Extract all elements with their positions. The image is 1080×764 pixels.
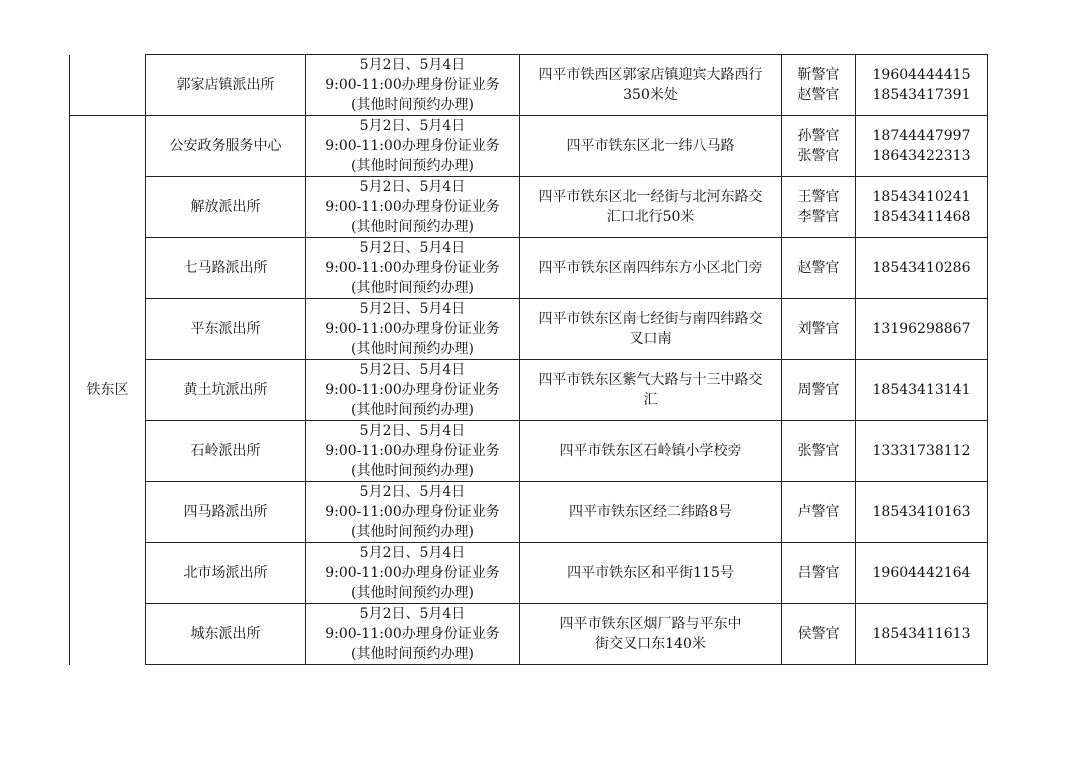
service-hours bbox=[306, 55, 520, 116]
phone-number: 19604442164 bbox=[872, 565, 971, 581]
service-date: 5月2日、5月4日 bbox=[359, 545, 466, 561]
address-line: 四平市铁东区紫气大路与十三中路交 bbox=[538, 372, 763, 388]
service-note: (其他时间预约办理) bbox=[351, 219, 474, 235]
service-hours bbox=[306, 421, 520, 482]
phone-numbers bbox=[856, 482, 988, 543]
officer-name: 张警官 bbox=[797, 148, 840, 164]
service-time: 9:00-11:00办理身份证业务 bbox=[325, 443, 500, 459]
service-note: (其他时间预约办理) bbox=[351, 280, 474, 296]
officer-name: 吕警官 bbox=[797, 565, 840, 581]
officer-names bbox=[782, 543, 856, 604]
phone-number: 13331738112 bbox=[872, 443, 971, 459]
service-date: 5月2日、5月4日 bbox=[359, 179, 466, 195]
service-time: 9:00-11:00办理身份证业务 bbox=[325, 260, 500, 276]
service-hours bbox=[306, 238, 520, 299]
address-line: 街交叉口东140米 bbox=[595, 636, 706, 652]
table-row bbox=[70, 360, 988, 421]
service-date: 5月2日、5月4日 bbox=[359, 423, 466, 439]
service-hours bbox=[306, 482, 520, 543]
service-date: 5月2日、5月4日 bbox=[359, 606, 466, 622]
service-note: (其他时间预约办理) bbox=[351, 97, 474, 113]
phone-numbers bbox=[856, 238, 988, 299]
officer-names bbox=[782, 360, 856, 421]
phone-number: 18543413141 bbox=[872, 382, 971, 398]
service-hours bbox=[306, 116, 520, 177]
officer-names bbox=[782, 421, 856, 482]
address-line: 四平市铁东区和平街115号 bbox=[567, 565, 734, 581]
service-time: 9:00-11:00办理身份证业务 bbox=[325, 382, 500, 398]
officer-name: 李警官 bbox=[797, 209, 840, 225]
address-line: 四平市铁东区南四纬东方小区北门旁 bbox=[538, 260, 763, 276]
service-time: 9:00-11:00办理身份证业务 bbox=[325, 504, 500, 520]
phone-numbers bbox=[856, 421, 988, 482]
station-address bbox=[520, 604, 782, 665]
service-note: (其他时间预约办理) bbox=[351, 463, 474, 479]
phone-number: 18543411468 bbox=[872, 209, 971, 225]
service-time: 9:00-11:00办理身份证业务 bbox=[325, 77, 500, 93]
phone-numbers bbox=[856, 360, 988, 421]
phone-number: 19604444415 bbox=[872, 67, 971, 83]
service-hours bbox=[306, 543, 520, 604]
phone-number: 13196298867 bbox=[872, 321, 971, 337]
address-line: 四平市铁东区南七经街与南四纬路交 bbox=[538, 311, 763, 327]
table-row bbox=[70, 116, 988, 177]
service-hours bbox=[306, 604, 520, 665]
station-address bbox=[520, 299, 782, 360]
table-row bbox=[70, 177, 988, 238]
address-line: 四平市铁东区石岭镇小学校旁 bbox=[559, 443, 742, 459]
station-name: 北市场派出所 bbox=[146, 543, 306, 604]
service-note: (其他时间预约办理) bbox=[351, 341, 474, 357]
officer-name: 卢警官 bbox=[797, 504, 840, 520]
address-line: 汇口北行50米 bbox=[606, 209, 695, 225]
station-address bbox=[520, 55, 782, 116]
station-address bbox=[520, 421, 782, 482]
address-line: 350米处 bbox=[623, 87, 678, 103]
service-date: 5月2日、5月4日 bbox=[359, 301, 466, 317]
service-time: 9:00-11:00办理身份证业务 bbox=[325, 321, 500, 337]
table-row bbox=[70, 482, 988, 543]
service-hours bbox=[306, 299, 520, 360]
officer-name: 赵警官 bbox=[797, 87, 840, 103]
station-address bbox=[520, 543, 782, 604]
phone-number: 18543411613 bbox=[872, 626, 971, 642]
officer-name: 孙警官 bbox=[797, 128, 840, 144]
officer-name: 赵警官 bbox=[797, 260, 840, 276]
address-line: 四平市铁东区经二纬路8号 bbox=[569, 504, 732, 520]
phone-number: 18744447997 bbox=[872, 128, 971, 144]
service-date: 5月2日、5月4日 bbox=[359, 484, 466, 500]
phone-number: 18543417391 bbox=[872, 87, 971, 103]
service-hours bbox=[306, 177, 520, 238]
officer-name: 王警官 bbox=[797, 189, 840, 205]
table-row bbox=[70, 604, 988, 665]
officer-name: 张警官 bbox=[797, 443, 840, 459]
station-name: 石岭派出所 bbox=[146, 421, 306, 482]
station-name: 郭家店镇派出所 bbox=[146, 55, 306, 116]
phone-numbers bbox=[856, 116, 988, 177]
district-cell: 铁东区 bbox=[70, 116, 146, 665]
officer-names bbox=[782, 238, 856, 299]
officer-names bbox=[782, 482, 856, 543]
service-date: 5月2日、5月4日 bbox=[359, 57, 466, 73]
phone-numbers bbox=[856, 543, 988, 604]
address-line: 四平市铁西区郭家店镇迎宾大路西行 bbox=[538, 67, 763, 83]
phone-number: 18643422313 bbox=[872, 148, 971, 164]
service-time: 9:00-11:00办理身份证业务 bbox=[325, 138, 500, 154]
officer-name: 侯警官 bbox=[797, 626, 840, 642]
station-name: 黄土坑派出所 bbox=[146, 360, 306, 421]
table-row bbox=[70, 543, 988, 604]
station-name: 城东派出所 bbox=[146, 604, 306, 665]
address-line: 叉口南 bbox=[629, 331, 672, 347]
officer-name: 刘警官 bbox=[797, 321, 840, 337]
address-line: 四平市铁东区北一纬八马路 bbox=[566, 138, 735, 154]
district-cell bbox=[70, 55, 146, 116]
service-date: 5月2日、5月4日 bbox=[359, 362, 466, 378]
officer-names bbox=[782, 177, 856, 238]
phone-number: 18543410163 bbox=[872, 504, 971, 520]
officer-names bbox=[782, 604, 856, 665]
station-address bbox=[520, 177, 782, 238]
phone-numbers bbox=[856, 604, 988, 665]
table-row bbox=[70, 421, 988, 482]
phone-number: 18543410286 bbox=[872, 260, 971, 276]
officer-name: 靳警官 bbox=[797, 67, 840, 83]
phone-numbers bbox=[856, 177, 988, 238]
station-name: 解放派出所 bbox=[146, 177, 306, 238]
address-line: 四平市铁东区烟厂路与平东中 bbox=[559, 616, 742, 632]
service-note: (其他时间预约办理) bbox=[351, 402, 474, 418]
service-note: (其他时间预约办理) bbox=[351, 158, 474, 174]
address-line: 汇 bbox=[643, 392, 658, 408]
phone-numbers bbox=[856, 55, 988, 116]
phone-numbers bbox=[856, 299, 988, 360]
station-name: 公安政务服务中心 bbox=[146, 116, 306, 177]
station-address bbox=[520, 238, 782, 299]
address-line: 四平市铁东区北一经街与北河东路交 bbox=[538, 189, 763, 205]
station-name: 四马路派出所 bbox=[146, 482, 306, 543]
service-note: (其他时间预约办理) bbox=[351, 524, 474, 540]
officer-names bbox=[782, 55, 856, 116]
station-address bbox=[520, 360, 782, 421]
service-date: 5月2日、5月4日 bbox=[359, 240, 466, 256]
service-note: (其他时间预约办理) bbox=[351, 585, 474, 601]
service-date: 5月2日、5月4日 bbox=[359, 118, 466, 134]
phone-number: 18543410241 bbox=[872, 189, 971, 205]
service-time: 9:00-11:00办理身份证业务 bbox=[325, 626, 500, 642]
service-time: 9:00-11:00办理身份证业务 bbox=[325, 199, 500, 215]
table-row bbox=[70, 55, 988, 116]
table-row bbox=[70, 299, 988, 360]
station-address bbox=[520, 116, 782, 177]
station-name: 七马路派出所 bbox=[146, 238, 306, 299]
service-time: 9:00-11:00办理身份证业务 bbox=[325, 565, 500, 581]
officer-names bbox=[782, 116, 856, 177]
service-hours bbox=[306, 360, 520, 421]
service-note: (其他时间预约办理) bbox=[351, 646, 474, 662]
officer-names bbox=[782, 299, 856, 360]
station-name: 平东派出所 bbox=[146, 299, 306, 360]
police-station-table bbox=[69, 54, 988, 665]
table-row bbox=[70, 238, 988, 299]
station-address bbox=[520, 482, 782, 543]
officer-name: 周警官 bbox=[797, 382, 840, 398]
